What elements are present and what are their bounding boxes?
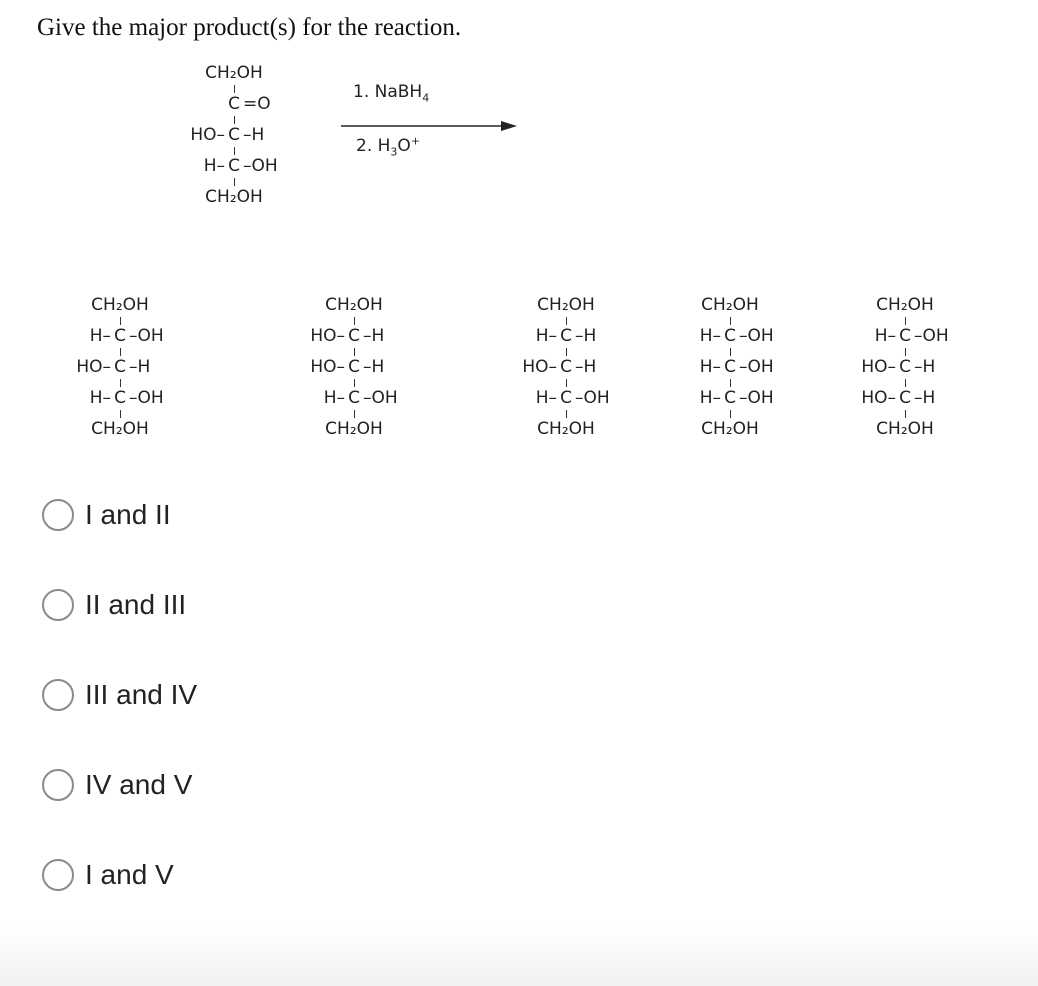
reagent-step-2-tail: O xyxy=(397,136,411,156)
fischer-center-group: CH₂OH xyxy=(91,295,149,315)
fischer-center-group: C xyxy=(899,326,911,346)
reagent-step-1-subscript: 4 xyxy=(422,91,430,105)
fischer-center-group: C xyxy=(228,125,240,145)
choice-option-1[interactable] xyxy=(42,495,197,535)
fischer-center-group: CH₂OH xyxy=(205,63,263,83)
fischer-right-group: –H xyxy=(575,326,597,346)
fischer-center-group: CH₂OH xyxy=(701,295,759,315)
radio-button[interactable] xyxy=(42,589,74,621)
fischer-right-group: –H xyxy=(243,125,265,145)
reagent-step-2-subscript: 3 xyxy=(390,145,398,159)
fischer-left-group: HO– xyxy=(310,326,345,346)
fischer-right-group: –H xyxy=(575,357,597,377)
reagent-step-1 xyxy=(353,82,430,105)
fischer-right-group: –H xyxy=(914,357,936,377)
question-text: Give the major product(s) for the reaction. xyxy=(37,14,462,41)
reaction-arrow xyxy=(341,119,517,133)
footer-band xyxy=(0,926,1038,986)
choice-option-2[interactable] xyxy=(42,585,197,625)
fischer-right-group: –OH xyxy=(739,388,774,408)
fischer-center-group: CH₂OH xyxy=(325,295,383,315)
radio-button[interactable] xyxy=(42,859,74,891)
fischer-center-group: C xyxy=(724,326,736,346)
fischer-left-group: H– xyxy=(699,388,721,408)
fischer-center-group: C xyxy=(228,94,240,114)
radio-button[interactable] xyxy=(42,769,74,801)
fischer-center-group: C xyxy=(348,357,360,377)
fischer-left-group: H– xyxy=(323,388,345,408)
fischer-center-group: C xyxy=(724,388,736,408)
fischer-center-group: C xyxy=(899,357,911,377)
fischer-center-group: C xyxy=(724,357,736,377)
fischer-right-group: –OH xyxy=(243,156,278,176)
fischer-center-group: CH₂OH xyxy=(325,419,383,439)
fischer-left-group: H– xyxy=(874,326,896,346)
fischer-center-group: CH₂OH xyxy=(537,419,595,439)
fischer-left-group: H– xyxy=(699,357,721,377)
fischer-left-group: H– xyxy=(89,326,111,346)
fischer-right-group: –H xyxy=(363,357,385,377)
fischer-right-group: –OH xyxy=(739,357,774,377)
radio-button[interactable] xyxy=(42,679,74,711)
fischer-right-group: –OH xyxy=(575,388,610,408)
fischer-right-group: –OH xyxy=(914,326,949,346)
fischer-right-group: –OH xyxy=(739,326,774,346)
fischer-left-group: HO– xyxy=(522,357,557,377)
fischer-center-group: C xyxy=(560,357,572,377)
fischer-left-group: HO– xyxy=(861,357,896,377)
choice-option-5[interactable] xyxy=(42,855,197,895)
fischer-left-group: H– xyxy=(203,156,225,176)
choice-label: III and IV xyxy=(85,679,198,710)
fischer-left-group: H– xyxy=(89,388,111,408)
choice-option-3[interactable] xyxy=(42,675,197,715)
fischer-left-group: HO– xyxy=(190,125,225,145)
fischer-left-group: HO– xyxy=(861,388,896,408)
fischer-left-group: H– xyxy=(699,326,721,346)
fischer-center-group: C xyxy=(114,326,126,346)
reagent-step-2 xyxy=(356,134,421,159)
choice-label: IV and V xyxy=(85,769,193,800)
fischer-center-group: C xyxy=(114,388,126,408)
reagent-step-1-text: 1. NaBH xyxy=(353,82,423,102)
fischer-center-group: C xyxy=(228,156,240,176)
reagent-step-2-text: 2. H xyxy=(356,136,391,156)
answer-choices xyxy=(42,495,197,945)
fischer-center-group: C xyxy=(899,388,911,408)
fischer-right-group: –H xyxy=(129,357,151,377)
fischer-right-group: –H xyxy=(363,326,385,346)
fischer-right-group: –H xyxy=(914,388,936,408)
fischer-center-group: C xyxy=(114,357,126,377)
fischer-left-group: H– xyxy=(535,326,557,346)
fischer-center-group: C xyxy=(560,326,572,346)
fischer-center-group: C xyxy=(560,388,572,408)
fischer-left-group: HO– xyxy=(76,357,111,377)
fischer-center-group: CH₂OH xyxy=(205,187,263,207)
reagent-step-2-superscript: + xyxy=(410,134,421,148)
choice-label: I and V xyxy=(85,859,174,890)
fischer-right-group: –OH xyxy=(129,388,164,408)
fischer-center-group: C xyxy=(348,326,360,346)
fischer-center-group: CH₂OH xyxy=(876,419,934,439)
choice-option-4[interactable] xyxy=(42,765,197,805)
choice-label: I and II xyxy=(85,499,171,530)
fischer-center-group: CH₂OH xyxy=(91,419,149,439)
fischer-right-group: =O xyxy=(243,94,271,114)
fischer-center-group: CH₂OH xyxy=(876,295,934,315)
choice-label: II and III xyxy=(85,589,187,620)
fischer-left-group: H– xyxy=(535,388,557,408)
radio-button[interactable] xyxy=(42,499,74,531)
fischer-center-group: C xyxy=(348,388,360,408)
fischer-center-group: CH₂OH xyxy=(537,295,595,315)
fischer-left-group: HO– xyxy=(310,357,345,377)
fischer-center-group: CH₂OH xyxy=(701,419,759,439)
fischer-right-group: –OH xyxy=(129,326,164,346)
fischer-right-group: –OH xyxy=(363,388,398,408)
